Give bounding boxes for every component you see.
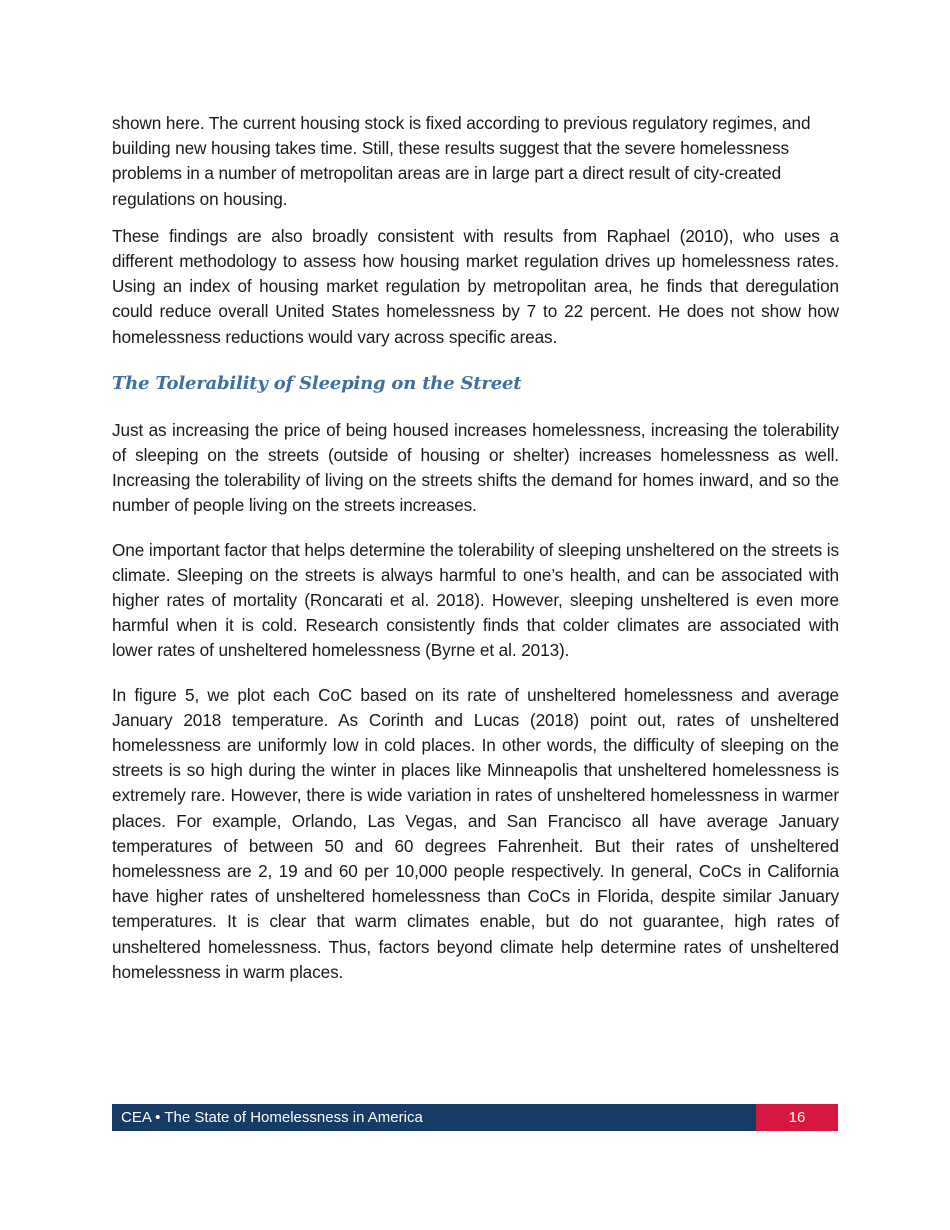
footer-title: CEA • The State of Homelessness in America <box>112 1104 756 1131</box>
paragraph-tolerability: Just as increasing the price of being housed increases homelessness, increasing the tolerability of sleeping on the streets (outside of housing or shelter) increases homelessness as well. Increasing the tolerability of living on the streets shifts the demand for homes inward, and so the number of people living on the streets increases. <box>112 419 839 516</box>
page-footer <box>112 1104 838 1131</box>
paragraph-housing-stock: shown here. The current housing stock is fixed according to previous regulatory regimes, and building new housing takes time. Still, these results suggest that the severe homelessness problems in a number of metropolitan areas are in large part a direct result of city-created regulations on housing. <box>112 113 811 209</box>
page-body <box>112 111 839 997</box>
paragraph-figure-5: In figure 5, we plot each CoC based on its rate of unsheltered homelessness and average January 2018 temperature. As Corinth and Lucas (2018) point out, rates of unsheltered homelessness are uniformly low in cold places. In other words, the difficulty of sleeping on the streets is so high during the winter in places like Minneapolis that unsheltered homelessness is extremely rare. However, there is wide variation in rates of unsheltered homelessness in warmer places. For example, Orlando, Las Vegas, and San Francisco all have average January temperatures of between 50 and 60 degrees Fahrenheit. But their rates of unsheltered homelessness are 2, 19 and 60 per 10,000 people respectively. In general, CoCs in California have higher rates of unsheltered homelessness than CoCs in Florida, despite similar January temperatures. It is clear that warm climates enable, but do not guarantee, high rates of unsheltered homelessness. Thus, factors beyond climate help determine rates of unsheltered homelessness in warm places. <box>112 684 839 982</box>
section-heading: The Tolerability of Sleeping on the Street <box>112 372 522 394</box>
paragraph-raphael-findings: These findings are also broadly consistent with results from Raphael (2010), who uses a different methodology to assess how housing market regulation drives up homelessness rates. Using an index of housing market regulation by metropolitan area, he finds that deregulation could reduce overall United States homelessness by 7 to 22 percent. He does not show how homelessness reductions would vary across specific areas. <box>112 225 839 347</box>
paragraph-climate: One important factor that helps determine the tolerability of sleeping unsheltered on the streets is climate. Sleeping on the streets is always harmful to one’s health, and can be associated with higher rates of mortality (Roncarati et al. 2018). However, sleeping unsheltered is even more harmful when it is cold. Research consistently finds that colder climates are associated with lower rates of unsheltered homelessness (Byrne et al. 2013). <box>112 539 839 661</box>
page-number: 16 <box>756 1104 838 1131</box>
